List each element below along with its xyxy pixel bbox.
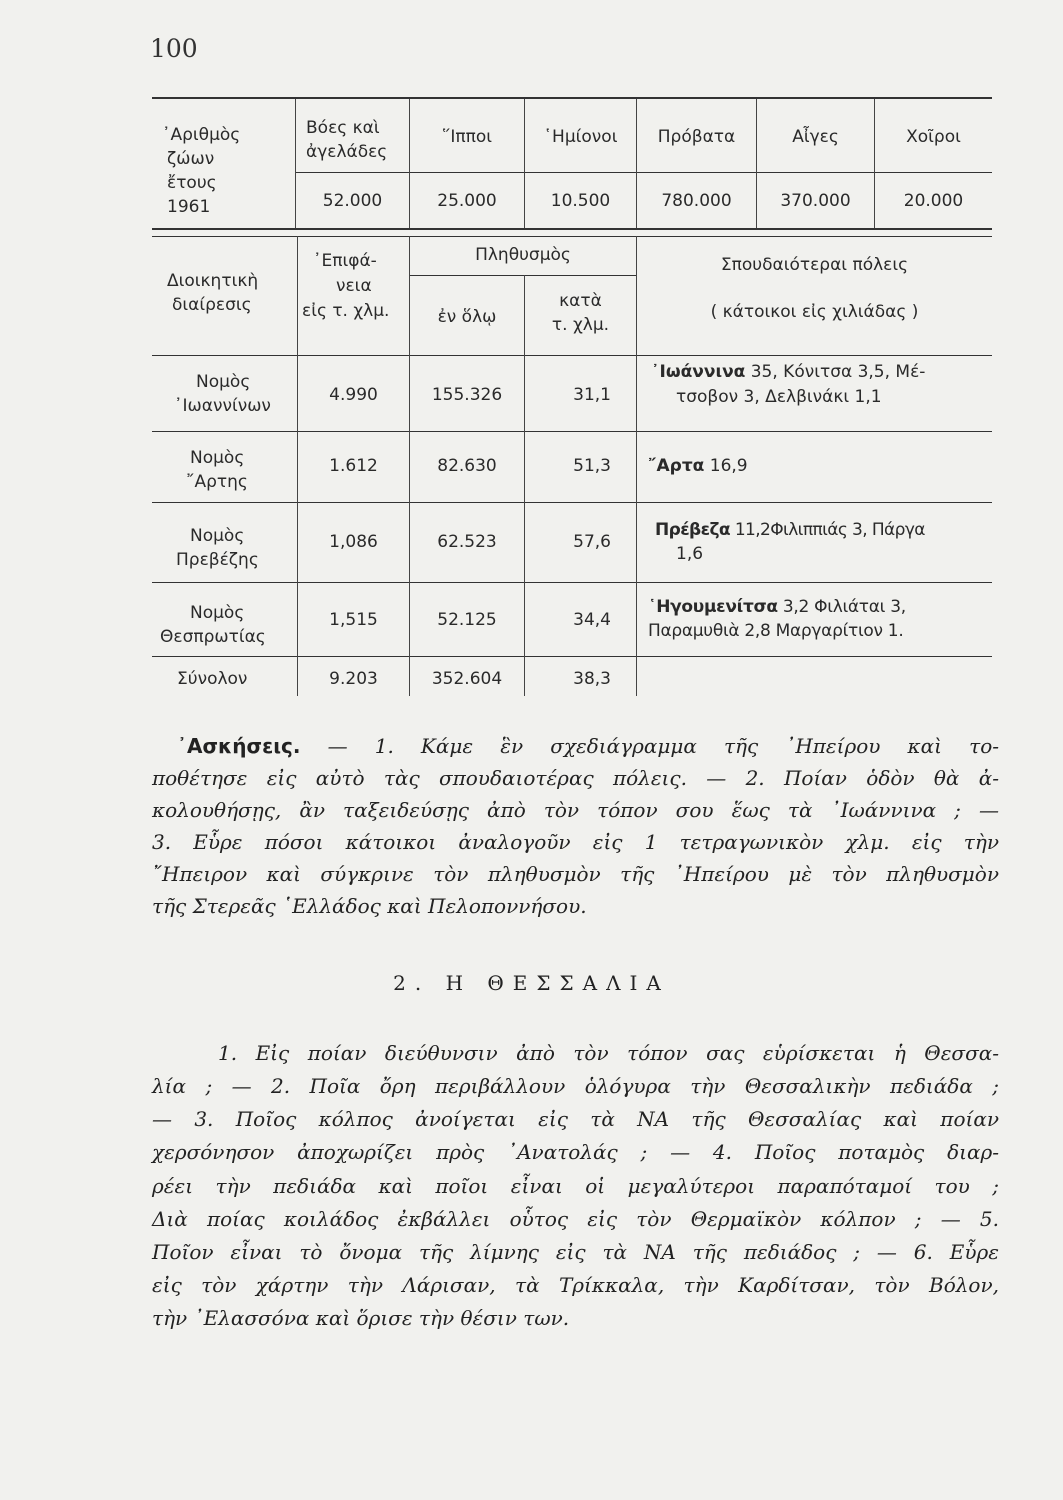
row-name: Πρεβέζης (176, 550, 259, 570)
table-cell: 10.500 (550, 191, 611, 211)
population-cell: 352.604 (431, 669, 503, 689)
density-cell: 31,1 (573, 385, 611, 405)
population-cell: 82.630 (437, 456, 497, 476)
row-name: Νομὸς (190, 603, 245, 623)
table-cell: 370.000 (780, 191, 851, 211)
text-line: 3. Εὗρε πόσοι κάτοικοι ἀναλογοῦν εἰς 1 τετραγωνικὸν χλμ. εἰς τὴν (152, 830, 999, 854)
row-name: Νομὸς (190, 526, 245, 546)
city-main: ῾Ηγουμενίτσα (648, 597, 778, 617)
table-cell: 25.000 (437, 191, 497, 211)
column-header: εἰς τ. χλμ. (302, 301, 390, 321)
column-header: τ. χλμ. (551, 315, 610, 335)
cities-cell (648, 455, 748, 477)
city-list: 11,2Φιλιππιάς 3, Πάργα (730, 520, 925, 540)
population-cell: 155.326 (431, 385, 503, 405)
city-list: 35, Κόνιτσα 3,5, Μέ- (745, 362, 926, 382)
city-main: Πρέβεζα (655, 520, 731, 540)
area-cell: 4.990 (329, 385, 378, 405)
section-title: 2. Η ΘΕΣΣΑΛΙΑ (393, 971, 670, 995)
text-line: κολουθήσῃς, ἂν ταξειδεύσῃς ἀπὸ τὸν τόπον σου ἕως τὰ ᾽Ιωάννινα ; — (152, 798, 999, 822)
text-line: τὴν ᾽Ελασσόνα καὶ ὅρισε τὴν θέσιν των. (152, 1306, 570, 1330)
column-header: Χοῖροι (906, 127, 961, 147)
row-name: ᾽Ιωαννίνων (174, 396, 271, 416)
table-cell: 780.000 (661, 191, 732, 211)
text-line: Διὰ ποίας κοιλάδος ἐκβάλλει οὗτος εἰς τὸν Θερμαϊκὸν κόλπον ; — 5. (152, 1207, 999, 1231)
text-line: ρέει τὴν πεδιάδα καὶ ποῖοι εἶναι οἱ μεγαλύτεροι παραπόταμοί του ; (152, 1174, 999, 1198)
text-line: τῆς Στερεᾶς ῾Ελλάδος καὶ Πελοποννήσου. (152, 894, 587, 918)
exercises-lead: ᾽Ασκήσεις. (177, 734, 301, 758)
table-rule (410, 275, 636, 276)
table-rule (152, 502, 992, 503)
area-cell: 9.203 (329, 669, 378, 689)
text-line: Ποῖον εἶναι τὸ ὄνομα τῆς λίμνης εἰς τὰ ΝΑ τῆς πεδιάδος ; — 6. Εὗρε (152, 1240, 999, 1264)
column-header: ἀγελάδες (306, 142, 388, 162)
table-rule (152, 97, 992, 99)
total-label: Σύνολον (177, 669, 248, 689)
area-cell: 1,086 (329, 532, 378, 552)
density-cell: 38,3 (573, 669, 611, 689)
table-rule (152, 431, 992, 432)
cities-cell (651, 361, 925, 383)
city-list: 1,6 (676, 544, 704, 564)
text-line (177, 731, 999, 763)
row-label: 1961 (167, 197, 211, 217)
column-header: Βόες καὶ (306, 118, 380, 138)
page-number: 100 (150, 34, 198, 63)
column-header: Αἶγες (792, 127, 839, 147)
column-header: ῾Ημίονοι (543, 127, 618, 147)
column-header: νεια (336, 276, 372, 296)
city-list: τσοβον 3, Δελβινάκι 1,1 (676, 387, 882, 407)
table-rule (152, 236, 992, 237)
density-cell: 34,4 (573, 610, 611, 630)
area-cell: 1.612 (329, 456, 378, 476)
table-rule (296, 172, 992, 173)
table-rule (524, 275, 525, 696)
row-label: ζώων (167, 149, 215, 169)
row-label: ἔτους (167, 173, 217, 193)
city-list: 3,2 Φιλιάται 3, (777, 597, 906, 617)
table-rule (152, 355, 992, 356)
text-line: λία ; — 2. Ποῖα ὄρη περιβάλλουν ὁλόγυρα τὴν Θεσσαλικὴν πεδιάδα ; (152, 1074, 999, 1098)
density-cell: 57,6 (573, 532, 611, 552)
cities-cell (655, 519, 925, 541)
population-cell: 52.125 (437, 610, 497, 630)
text-line: — 3. Ποῖος κόλπος ἀνοίγεται εἰς τὰ ΝΑ τῆς Θεσσαλίας καὶ ποίαν (152, 1107, 999, 1131)
row-name: Θεσπρωτίας (160, 627, 266, 647)
population-cell: 62.523 (437, 532, 497, 552)
column-header: Σπουδαιότεραι πόλεις (720, 255, 909, 275)
density-cell: 51,3 (573, 456, 611, 476)
column-header: ᾽Επιφά- (313, 251, 377, 271)
table-cell: 52.000 (322, 191, 383, 211)
text-line: ποθέτησε εἰς αὐτὸ τὰς σπουδαιοτέρας πόλεις. — 2. Ποίαν ὁδὸν θὰ ἀ- (152, 766, 999, 790)
table-rule (152, 582, 992, 583)
row-label: ᾽Αριθμὸς (162, 125, 241, 145)
city-main: ᾽Ιωάννινα (651, 362, 746, 382)
city-list: Παραμυθιὰ 2,8 Μαργαρίτιον 1. (648, 621, 904, 641)
row-name: Νομὸς (190, 448, 245, 468)
cities-cell (648, 596, 906, 618)
row-name: Νομὸς (196, 372, 251, 392)
text-line: ῎Ηπειρον καὶ σύγκρινε τὸν πληθυσμὸν τῆς ᾽Ηπείρου μὲ τὸν πληθυσμὸν (152, 862, 999, 886)
area-cell: 1,515 (329, 610, 378, 630)
column-header: ( κάτοικοι εἰς χιλιάδας ) (710, 302, 919, 322)
column-header: κατὰ (559, 291, 602, 311)
column-header: Διοικητικὴ (167, 271, 259, 291)
text-line: χερσόνησον ἀποχωρίζει πρὸς ᾽Ανατολάς ; — 4. Ποῖος ποταμὸς διαρ- (152, 1140, 999, 1164)
exercises-text: — 1. Κάμε ἓν σχεδιάγραμμα τῆς ᾽Ηπείρου καὶ το- (327, 734, 1000, 758)
column-header: ῞Ιπποι (441, 127, 493, 147)
table-rule (152, 656, 992, 657)
column-header: ἐν ὅλῳ (437, 307, 497, 327)
column-header: Πρόβατα (657, 127, 736, 147)
text-line: 1. Εἰς ποίαν διεύθυνσιν ἀπὸ τὸν τόπον σας εὑρίσκεται ἡ Θεσσα- (218, 1041, 999, 1065)
city-main: ῎Αρτα (648, 456, 705, 476)
city-list: 16,9 (704, 456, 748, 476)
row-name: ῎Αρτης (186, 472, 248, 492)
column-header: διαίρεσις (172, 295, 252, 315)
table-rule (152, 228, 992, 230)
text-line: εἰς τὸν χάρτην τὴν Λάρισαν, τὰ Τρίκκαλα, τὴν Καρδίτσαν, τὸν Βόλον, (152, 1273, 999, 1297)
table-cell: 20.000 (903, 191, 964, 211)
column-header: Πληθυσμὸς (475, 245, 571, 265)
